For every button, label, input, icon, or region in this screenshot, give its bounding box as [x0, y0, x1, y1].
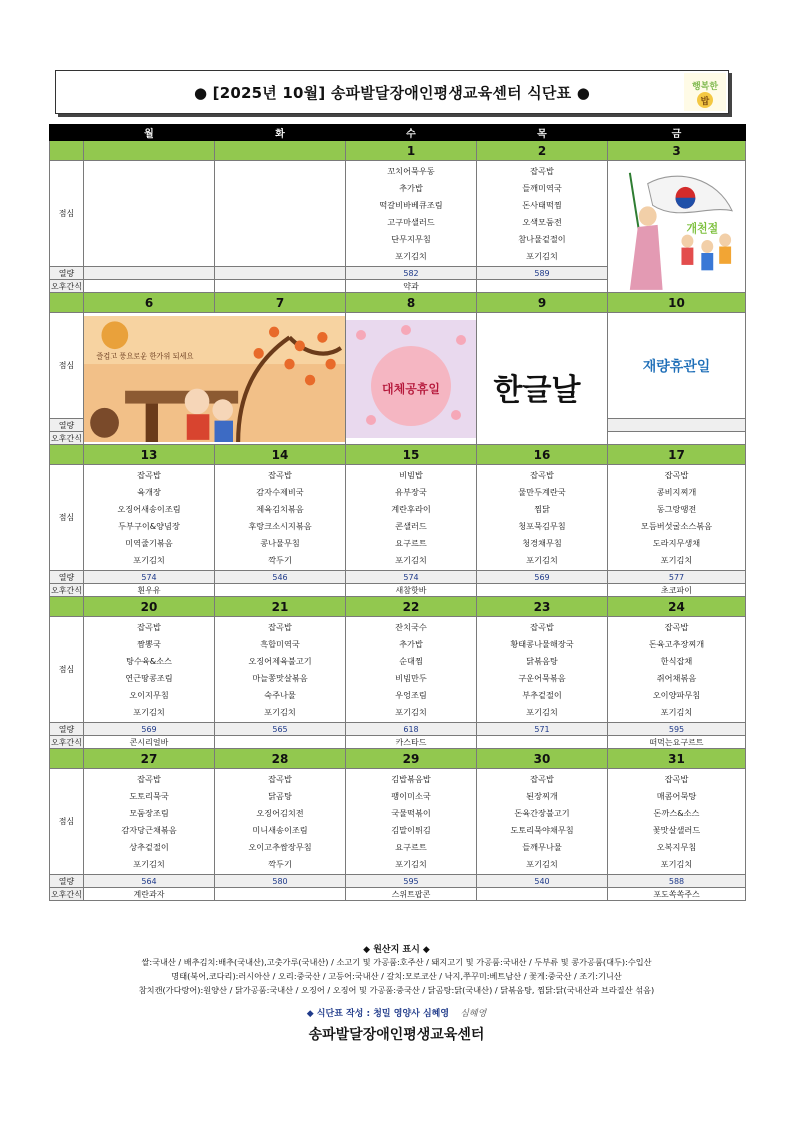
snack-value: 떠먹는요구르트	[608, 736, 746, 749]
kcal-label: 열량	[50, 419, 84, 432]
menu-item: 비빔밥	[399, 469, 423, 480]
menu-item: 잡곡밥	[530, 469, 554, 480]
page-title: ● [2025년 10월] 송파발달장애인평생교육센터 식단표 ●	[193, 83, 591, 102]
menu-item: 포기김치	[526, 858, 558, 869]
menu-item: 도토리묵야채무침	[510, 824, 574, 835]
date-cell: 29	[346, 749, 477, 769]
origin-line: 쌀:국내산 / 배추김치:배추(국내산),고춧가루(국내산) / 소고기 및 가공품:호주산 / 돼지고기 및 가공품:국내산 / 두부류 및 콩가공품(대두):수입산	[141, 957, 652, 967]
date-corner	[50, 597, 84, 617]
menu-item: 떡갈비바베큐조림	[379, 199, 443, 210]
menu-item: 잡곡밥	[268, 469, 292, 480]
menu-item: 후랑크소시지볶음	[248, 520, 312, 531]
meal-cell	[608, 769, 746, 875]
lunch-row	[50, 465, 746, 571]
svg-text:행복한: 행복한	[691, 82, 719, 92]
menu-item: 감자수제비국	[256, 486, 304, 497]
kcal-value: 546	[215, 571, 346, 584]
menu-item: 잡곡밥	[530, 165, 554, 176]
date-row	[50, 597, 746, 617]
center-name: 송파발달장애인평생교육센터	[308, 1027, 485, 1043]
date-row	[50, 293, 746, 313]
menu-item: 깍두기	[268, 858, 292, 869]
menu-item: 모듬버섯굴소스볶음	[640, 520, 713, 531]
menu-item: 오복지무침	[656, 841, 697, 852]
menu-item: 유부장국	[395, 486, 427, 497]
kcal-value: 618	[346, 723, 477, 736]
menu-item: 포기김치	[526, 706, 558, 717]
menu-item: 잡곡밥	[137, 621, 161, 632]
holiday-cell-10	[608, 313, 746, 419]
chuseok-cell	[84, 313, 346, 445]
menu-item: 미역줄기볶음	[125, 537, 173, 548]
date-corner	[50, 445, 84, 465]
menu-item: 포기김치	[526, 554, 558, 565]
menu-item: 잡곡밥	[268, 773, 292, 784]
kcal-value: 580	[215, 875, 346, 888]
menu-item: 닭볶음탕	[526, 655, 558, 666]
lunch-row	[50, 313, 746, 419]
menu-item: 포기김치	[395, 706, 427, 717]
holiday-cell-9	[477, 313, 608, 445]
menu-item: 매콤어묵탕	[656, 790, 697, 801]
snack-value	[477, 736, 608, 749]
menu-item: 탕수육&소스	[126, 655, 172, 666]
snack-label: 오후간식	[51, 433, 82, 443]
meal-cell	[477, 465, 608, 571]
date-cell: 27	[84, 749, 215, 769]
kcal-label: 열량	[50, 723, 84, 736]
kcal-value: 540	[477, 875, 608, 888]
menu-item: 한식잡채	[660, 655, 693, 666]
svg-text:대체공휴일: 대체공휴일	[382, 381, 440, 396]
menu-table	[49, 124, 746, 901]
lunch-label: 점심	[50, 769, 84, 875]
closed-notice: 재량휴관일	[642, 358, 711, 375]
kcal-value: 589	[477, 267, 608, 280]
origin-line: 명태(북어,코다리):러시아산 / 오리:중국산 / 고등어:국내산 / 갈치:모로코산 / 낙지,쭈꾸미:베트남산 / 꽃게:중국산 / 조기:기니산	[171, 971, 622, 981]
menu-item: 돈육고추장찌개	[648, 638, 705, 649]
menu-item: 포기김치	[660, 858, 693, 869]
menu-item: 오징어김치전	[256, 807, 304, 818]
menu-item: 고구마샐러드	[387, 216, 435, 227]
menu-item: 콘샐러드	[395, 520, 427, 531]
kcal-row	[50, 571, 746, 584]
menu-item: 돈육간장불고기	[514, 807, 570, 818]
menu-item: 추가밥	[399, 638, 423, 649]
kcal-label: 열량	[50, 571, 84, 584]
kcal-value: 564	[84, 875, 215, 888]
menu-item: 들깨미역국	[522, 182, 562, 193]
menu-item: 오징어새송이조림	[117, 503, 181, 514]
menu-item: 잡곡밥	[268, 621, 292, 632]
snack-value: 계란과자	[84, 888, 215, 901]
snack-value	[608, 432, 746, 445]
meal-cell	[84, 769, 215, 875]
menu-item: 짬뽕국	[137, 638, 161, 649]
menu-item: 도토리묵국	[129, 790, 169, 801]
date-cell: 31	[608, 749, 746, 769]
snack-row	[50, 584, 746, 597]
kcal-value: 569	[84, 723, 215, 736]
date-row	[50, 749, 746, 769]
menu-item: 들깨무나물	[522, 841, 562, 852]
date-cell: 28	[215, 749, 346, 769]
svg-text:한글날: 한글날	[493, 372, 581, 408]
menu-item: 잔치국수	[395, 621, 427, 632]
date-cell: 2	[477, 141, 608, 161]
menu-item: 흑합미역국	[260, 638, 300, 649]
kcal-value: 574	[84, 571, 215, 584]
date-cell: 20	[84, 597, 215, 617]
menu-item: 오이고추쌈장무침	[248, 841, 312, 852]
date-cell: 21	[215, 597, 346, 617]
gaecheon-illustration-icon	[608, 162, 745, 292]
date-corner	[50, 141, 84, 161]
kcal-value	[608, 419, 746, 432]
menu-item: 김밥볶음밥	[391, 773, 431, 784]
logo-icon	[684, 73, 726, 111]
menu-item: 계란후라이	[391, 503, 431, 514]
menu-item: 깍두기	[268, 554, 292, 565]
snack-label: 오후간식	[51, 889, 82, 899]
date-cell: 14	[215, 445, 346, 465]
svg-text:밥: 밥	[700, 97, 710, 107]
menu-item: 황태콩나물해장국	[510, 638, 574, 649]
date-cell: 15	[346, 445, 477, 465]
date-cell: 13	[84, 445, 215, 465]
menu-item: 콩비지찌개	[656, 486, 697, 497]
menu-item: 마늘쫑맛살볶음	[252, 672, 308, 683]
kcal-value: 595	[608, 723, 746, 736]
meal-cell	[477, 617, 608, 723]
meal-cell	[346, 465, 477, 571]
menu-item: 포기김치	[133, 858, 165, 869]
menu-item: 꼬치어묵우동	[387, 165, 435, 176]
holiday-cell-8	[346, 313, 477, 445]
menu-item: 단무지무침	[391, 233, 431, 244]
menu-item: 구운어묵볶음	[518, 672, 566, 683]
snack-value	[215, 584, 346, 597]
kcal-value: 565	[215, 723, 346, 736]
menu-item: 김말이튀김	[391, 824, 431, 835]
kcal-value: 582	[346, 267, 477, 280]
menu-item: 닭곰탕	[268, 790, 292, 801]
menu-item: 팽이미소국	[391, 790, 431, 801]
chuseok-greeting: 즐겁고 풍요로운 한가위 되세요	[96, 351, 194, 361]
menu-item: 동그랑땡전	[656, 503, 697, 514]
snack-label: 오후간식	[51, 281, 82, 291]
date-corner	[50, 749, 84, 769]
corner-cell	[50, 125, 84, 141]
snack-value: 스위트팝콘	[346, 888, 477, 901]
menu-item: 포기김치	[133, 706, 165, 717]
kcal-value: 569	[477, 571, 608, 584]
menu-item: 도라지무생채	[652, 537, 701, 548]
menu-item: 추가밥	[399, 182, 423, 193]
snack-value	[215, 736, 346, 749]
menu-item: 연근땅콩조림	[125, 672, 173, 683]
meal-cell	[346, 769, 477, 875]
day-header: 수	[346, 125, 477, 141]
menu-item: 우엉조림	[395, 689, 427, 700]
menu-item: 숙주나물	[264, 689, 296, 700]
menu-item: 물만두계란국	[518, 486, 566, 497]
menu-item: 된장찌개	[526, 790, 558, 801]
hangul-day-icon	[477, 320, 607, 438]
meal-cell	[608, 465, 746, 571]
meal-cell	[215, 617, 346, 723]
snack-value	[477, 584, 608, 597]
menu-item: 제육김치볶음	[256, 503, 304, 514]
date-cell: 6	[84, 293, 215, 313]
lunch-label: 점심	[50, 313, 84, 419]
menu-item: 콩나물무침	[260, 537, 300, 548]
day-header: 화	[215, 125, 346, 141]
chuseok-illustration-icon	[84, 316, 345, 442]
snack-value	[477, 280, 608, 293]
meal-cell	[346, 161, 477, 267]
lunch-row	[50, 617, 746, 723]
menu-item: 돈까스&소스	[653, 807, 700, 818]
date-cell: 10	[608, 293, 746, 313]
menu-item: 포기김치	[660, 706, 693, 717]
menu-item: 감자당근채볶음	[121, 824, 177, 835]
menu-item: 잡곡밥	[137, 773, 161, 784]
kcal-value	[84, 267, 215, 280]
menu-item: 부추겉절이	[522, 689, 562, 700]
lunch-label: 점심	[50, 161, 84, 267]
kcal-label: 열량	[50, 875, 84, 888]
kcal-value: 571	[477, 723, 608, 736]
menu-item: 청경채무침	[522, 537, 562, 548]
date-cell	[84, 141, 215, 161]
meal-cell	[346, 617, 477, 723]
signature: 심혜영	[460, 1009, 487, 1019]
lunch-row	[50, 161, 746, 267]
kcal-value: 595	[346, 875, 477, 888]
menu-item: 잡곡밥	[530, 621, 554, 632]
kcal-row	[50, 723, 746, 736]
kcal-value: 577	[608, 571, 746, 584]
menu-item: 포기김치	[395, 858, 427, 869]
menu-item: 미니새송이조림	[252, 824, 308, 835]
meal-cell	[608, 617, 746, 723]
snack-value: 새참핫바	[346, 584, 477, 597]
date-cell: 7	[215, 293, 346, 313]
snack-value: 흰우유	[84, 584, 215, 597]
menu-item: 쥐어채볶음	[656, 672, 697, 683]
meal-cell	[477, 769, 608, 875]
date-cell: 24	[608, 597, 746, 617]
menu-item: 포기김치	[660, 554, 693, 565]
menu-item: 요구르트	[395, 537, 427, 548]
date-cell	[215, 141, 346, 161]
menu-item: 상추겉절이	[129, 841, 169, 852]
meal-cell	[84, 161, 215, 267]
author-text: ◆ 식단표 작성 : 청밀 영양사 심혜영	[306, 1009, 450, 1019]
snack-label: 오후간식	[51, 737, 82, 747]
menu-item: 포기김치	[526, 250, 558, 261]
day-header: 월	[84, 125, 215, 141]
menu-item: 참나물겉절이	[518, 233, 566, 244]
menu-item: 잡곡밥	[137, 469, 161, 480]
menu-item: 순대찜	[399, 655, 423, 666]
date-cell: 9	[477, 293, 608, 313]
snack-row	[50, 736, 746, 749]
meal-cell	[84, 617, 215, 723]
kcal-value: 588	[608, 875, 746, 888]
lunch-label: 점심	[50, 617, 84, 723]
menu-item: 육개장	[137, 486, 161, 497]
menu-item: 찜닭	[534, 503, 550, 514]
menu-item: 잡곡밥	[664, 621, 689, 632]
snack-row	[50, 888, 746, 901]
menu-item: 비빔만두	[395, 672, 427, 683]
date-cell: 1	[346, 141, 477, 161]
menu-item: 잡곡밥	[664, 773, 689, 784]
menu-item: 국물떡볶이	[391, 807, 431, 818]
meal-cell	[84, 465, 215, 571]
menu-item: 포기김치	[395, 250, 427, 261]
date-cell: 3	[608, 141, 746, 161]
menu-item: 청포묵김무침	[518, 520, 566, 531]
date-cell: 16	[477, 445, 608, 465]
date-cell: 23	[477, 597, 608, 617]
menu-item: 꽃맛살샐러드	[652, 824, 701, 835]
menu-item: 오징어제육불고기	[248, 655, 312, 666]
author-line	[0, 1006, 793, 1019]
snack-value: 카스타드	[346, 736, 477, 749]
day-header-row	[50, 125, 746, 141]
origin-line: 참치캔(가다랑어):원양산 / 닭가공품:국내산 / 오징어 / 오징어 및 가공품:중국산 / 닭곰탕:닭(국내산) / 닭볶음탕, 찜닭:닭(국내산과 브라질산 섞음)	[138, 985, 655, 995]
kcal-value	[215, 267, 346, 280]
date-cell: 22	[346, 597, 477, 617]
date-cell: 8	[346, 293, 477, 313]
svg-text:개천절: 개천절	[686, 220, 719, 236]
date-corner	[50, 293, 84, 313]
menu-item: 두부구이&양념장	[118, 520, 180, 531]
meal-cell	[215, 769, 346, 875]
origin-title: ◆ 원산지 표시 ◆	[363, 945, 430, 955]
menu-item: 잡곡밥	[530, 773, 554, 784]
kcal-label: 열량	[50, 267, 84, 280]
menu-item: 돈사태떡찜	[522, 199, 562, 210]
menu-item: 포기김치	[395, 554, 427, 565]
menu-item: 모둠장조림	[129, 807, 169, 818]
date-cell: 17	[608, 445, 746, 465]
title-box	[55, 70, 729, 114]
kcal-row	[50, 875, 746, 888]
snack-value: 초코파이	[608, 584, 746, 597]
day-header: 목	[477, 125, 608, 141]
snack-value	[84, 280, 215, 293]
date-cell: 30	[477, 749, 608, 769]
kcal-value: 574	[346, 571, 477, 584]
menu-item: 요구르트	[395, 841, 427, 852]
menu-item: 잡곡밥	[664, 469, 689, 480]
menu-item: 오이양파무침	[652, 689, 701, 700]
snack-value: 약과	[346, 280, 477, 293]
snack-label: 오후간식	[51, 585, 82, 595]
snack-value: 콘시리얼바	[84, 736, 215, 749]
snack-value	[477, 888, 608, 901]
date-row	[50, 141, 746, 161]
lunch-label: 점심	[50, 465, 84, 571]
day-header: 금	[608, 125, 746, 141]
snack-value: 포도쏙쏙주스	[608, 888, 746, 901]
snack-value	[215, 888, 346, 901]
meal-cell	[215, 465, 346, 571]
lunch-row	[50, 769, 746, 875]
menu-item: 오색모둠전	[522, 216, 562, 227]
meal-cell	[215, 161, 346, 267]
holiday-cell-3	[608, 161, 746, 293]
menu-item: 오이지무침	[129, 689, 169, 700]
date-row	[50, 445, 746, 465]
snack-value	[215, 280, 346, 293]
menu-item: 포기김치	[264, 706, 296, 717]
meal-cell	[477, 161, 608, 267]
menu-item: 포기김치	[133, 554, 165, 565]
holiday-badge-icon	[346, 320, 476, 438]
